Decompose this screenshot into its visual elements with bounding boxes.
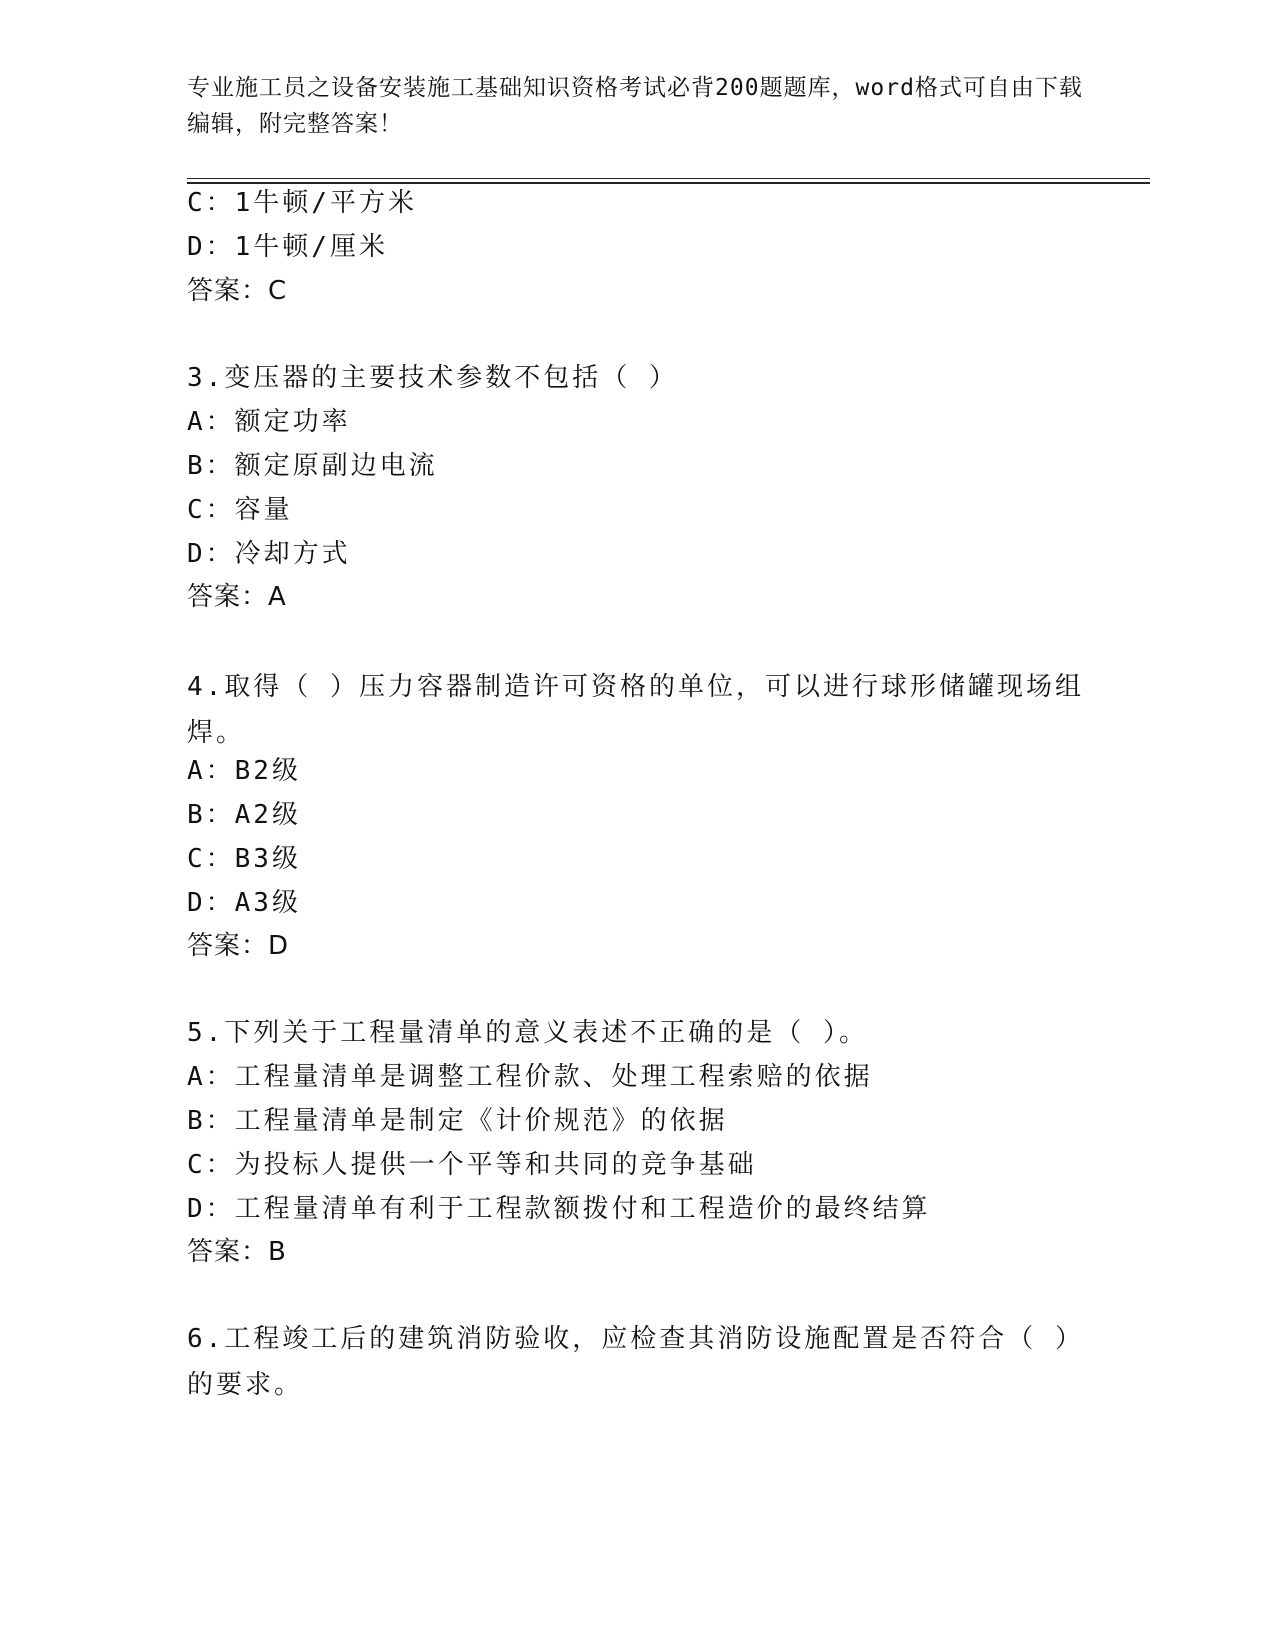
- q5-option-a: A：工程量清单是调整工程价款、处理工程索赔的依据: [187, 1062, 873, 1092]
- q2-option-d: D：1牛顿/厘米: [187, 232, 388, 262]
- document-header: 专业施工员之设备安装施工基础知识资格考试必背200题题库，word格式可自由下载编辑，附完整答案！: [187, 75, 1083, 137]
- q3-option-d: D：冷却方式: [187, 539, 351, 569]
- q5-option-c: C：为投标人提供一个平等和共同的竞争基础: [187, 1150, 757, 1180]
- q4-option-b: B：A2级: [187, 800, 301, 830]
- q5-stem: 5.下列关于工程量清单的意义表述不正确的是（ ）。: [187, 1018, 868, 1048]
- q4-option-d: D：A3级: [187, 888, 301, 918]
- q2-answer: 答案：C: [187, 276, 288, 306]
- q4-answer: 答案：D: [187, 931, 290, 961]
- q3-answer: 答案：A: [187, 582, 287, 612]
- header-divider-thin: [187, 178, 1150, 179]
- q3-option-a: A：额定功率: [187, 407, 351, 437]
- q5-answer: 答案：B: [187, 1237, 287, 1267]
- q4-stem: 4.取得（ ）压力容器制造许可资格的单位，可以进行球形储罐现场组焊。: [187, 672, 1084, 748]
- q5-option-b: B：工程量清单是制定《计价规范》的依据: [187, 1106, 728, 1136]
- q3-option-c: C：容量: [187, 495, 293, 525]
- q3-option-b: B：额定原副边电流: [187, 451, 438, 481]
- q4-option-c: C：B3级: [187, 844, 301, 874]
- header-divider-thick: [187, 182, 1150, 184]
- q6-stem: 6.工程竣工后的建筑消防验收，应检查其消防设施配置是否符合（ ）的要求。: [187, 1324, 1084, 1400]
- q4-option-a: A：B2级: [187, 756, 301, 786]
- q3-stem: 3.变压器的主要技术参数不包括（ ）: [187, 363, 678, 393]
- q2-option-c: C：1牛顿/平方米: [187, 188, 417, 218]
- q5-option-d: D：工程量清单有利于工程款额拨付和工程造价的最终结算: [187, 1194, 931, 1224]
